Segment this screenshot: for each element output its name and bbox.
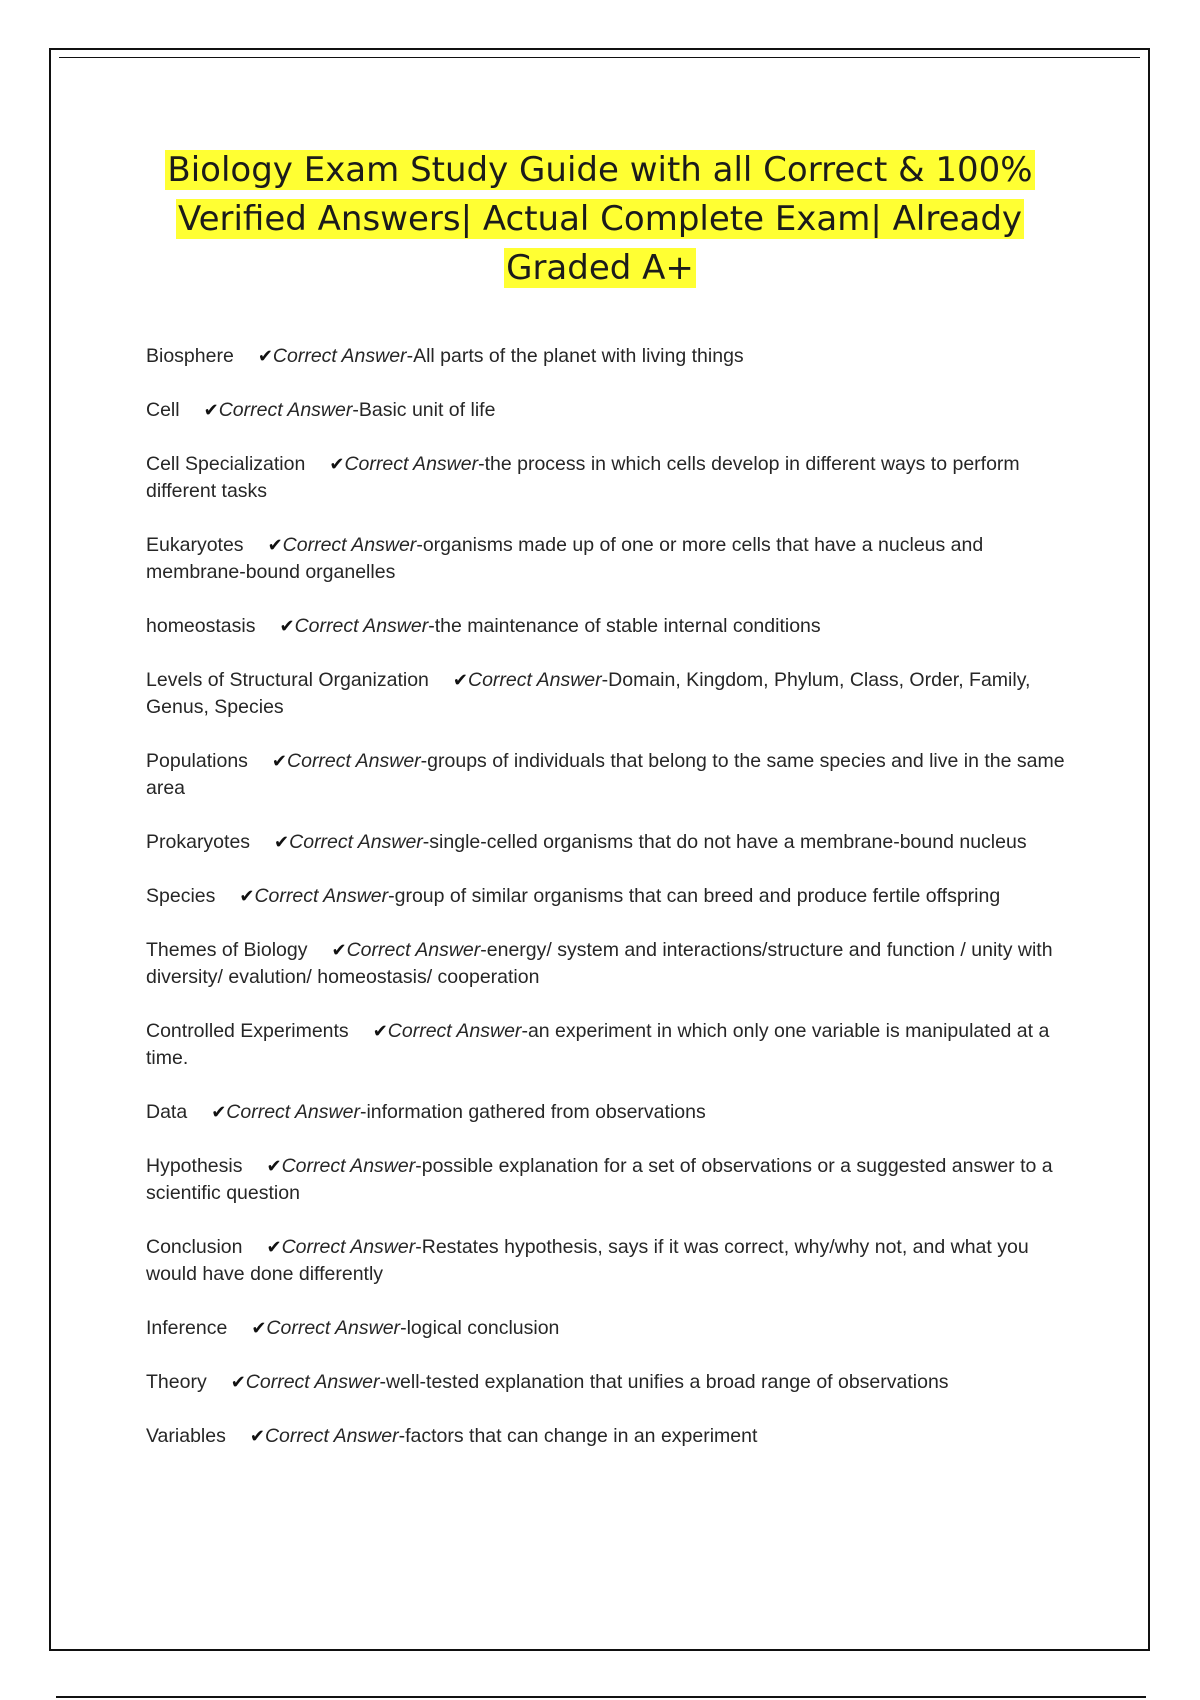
answer-separator: - (415, 1155, 422, 1177)
checkmark-icon: ✔ (249, 1426, 265, 1447)
study-entry (146, 1423, 1068, 1450)
study-entry (146, 451, 1068, 505)
correct-answer-label: Correct Answer (272, 345, 407, 367)
entry-answer: Restates hypothesis, says if it was correct, why/why not, and what you would have done differently (146, 1236, 1029, 1285)
entry-term: homeostasis (146, 615, 256, 637)
answer-separator: - (352, 399, 359, 421)
correct-answer-label: Correct Answer (281, 1155, 416, 1177)
study-entry (146, 1099, 1068, 1126)
answer-separator: - (480, 939, 487, 961)
correct-answer-label: Correct Answer (289, 831, 423, 853)
entry-term: Theory (146, 1371, 207, 1393)
study-entry (146, 1234, 1068, 1288)
study-entry (146, 613, 1068, 640)
answer-separator: - (416, 534, 423, 556)
flashcard-list (146, 343, 1068, 1477)
checkmark-icon: ✔ (271, 751, 288, 772)
checkmark-icon: ✔ (239, 886, 255, 907)
title-block (120, 146, 1080, 293)
entry-term: Cell Specialization (146, 453, 306, 475)
entry-term: Cell (146, 399, 180, 421)
entry-answer: well-tested explanation that unifies a broad range of observations (385, 1371, 949, 1393)
answer-separator: - (478, 453, 485, 475)
entry-answer: single-celled organisms that do not have a membrane-bound nucleus (429, 831, 1027, 853)
checkmark-icon: ✔ (329, 454, 345, 475)
entry-term: Hypothesis (146, 1155, 243, 1177)
checkmark-icon: ✔ (331, 940, 347, 961)
entry-answer: the process in which cells develop in different ways to perform different tasks (146, 453, 1020, 502)
correct-answer-label: Correct Answer (294, 615, 429, 637)
correct-answer-label: Correct Answer (254, 885, 389, 907)
entry-answer: possible explanation for a set of observations or a suggested answer to a scientific question (146, 1155, 1053, 1204)
entry-term: Data (146, 1101, 188, 1123)
checkmark-icon: ✔ (230, 1372, 246, 1393)
entry-term: Inference (146, 1317, 228, 1339)
study-entry (146, 1315, 1068, 1342)
study-entry (146, 343, 1068, 370)
correct-answer-label: Correct Answer (281, 1236, 416, 1258)
footer-rule (56, 1696, 1146, 1698)
answer-separator: - (422, 831, 430, 853)
answer-separator: - (601, 669, 609, 691)
correct-answer-label: Correct Answer (468, 669, 602, 691)
study-entry (146, 397, 1068, 424)
study-entry (146, 532, 1068, 586)
entry-answer: organisms made up of one or more cells that have a nucleus and membrane-bound organelles (146, 534, 984, 583)
study-entry (146, 748, 1068, 802)
answer-separator: - (406, 345, 414, 367)
study-entry (146, 1018, 1068, 1072)
entry-term: Conclusion (146, 1236, 243, 1258)
checkmark-icon: ✔ (452, 670, 468, 691)
entry-answer: energy/ system and interactions/structure and function / unity with diversity/ evalution/ homeostasis/ cooperation (146, 939, 1053, 988)
answer-separator: - (398, 1425, 406, 1447)
checkmark-icon: ✔ (257, 346, 273, 367)
correct-answer-label: Correct Answer (387, 1020, 522, 1042)
entry-answer: All parts of the planet with living things (413, 345, 744, 367)
correct-answer-label: Correct Answer (264, 1425, 399, 1447)
entry-answer: factors that can change in an experiment (405, 1425, 758, 1447)
correct-answer-label: Correct Answer (226, 1101, 360, 1123)
entry-answer: Domain, Kingdom, Phylum, Class, Order, Family, Genus, Species (146, 669, 1031, 718)
answer-separator: - (359, 1101, 367, 1123)
study-entry (146, 1369, 1068, 1396)
checkmark-icon: ✔ (266, 1237, 282, 1258)
checkmark-icon: ✔ (211, 1102, 227, 1123)
study-entry (146, 667, 1068, 721)
study-entry (146, 883, 1068, 910)
entry-answer: an experiment in which only one variable is manipulated at a time. (146, 1020, 1050, 1069)
entry-answer: groups of individuals that belong to the same species and live in the same area (146, 750, 1065, 799)
entry-term: Themes of Biology (146, 939, 308, 961)
entry-answer: Basic unit of life (358, 399, 496, 421)
correct-answer-label: Correct Answer (287, 750, 421, 772)
entry-term: Prokaryotes (146, 831, 251, 853)
study-entry (146, 829, 1068, 856)
document-title: Biology Exam Study Guide with all Correct & 100% Verified Answers| Actual Complete Exam| Already Graded A+ (167, 150, 1033, 288)
correct-answer-label: Correct Answer (218, 399, 353, 421)
entry-answer: logical conclusion (406, 1317, 560, 1339)
checkmark-icon: ✔ (203, 400, 219, 421)
entry-term: Controlled Experiments (146, 1020, 349, 1042)
answer-separator: - (521, 1020, 528, 1042)
answer-separator: - (400, 1317, 407, 1339)
checkmark-icon: ✔ (251, 1318, 267, 1339)
checkmark-icon: ✔ (279, 616, 295, 637)
correct-answer-label: Correct Answer (245, 1371, 380, 1393)
study-entry (146, 1153, 1068, 1207)
correct-answer-label: Correct Answer (344, 453, 479, 475)
correct-answer-label: Correct Answer (282, 534, 417, 556)
answer-separator: - (388, 885, 395, 907)
entry-term: Levels of Structural Organization (146, 669, 429, 691)
entry-answer: group of similar organisms that can breed and produce fertile offspring (394, 885, 1001, 907)
entry-term: Variables (146, 1425, 226, 1447)
entry-answer: information gathered from observations (366, 1101, 706, 1123)
answer-separator: - (415, 1236, 422, 1258)
entry-term: Eukaryotes (146, 534, 244, 556)
answer-separator: - (428, 615, 435, 637)
checkmark-icon: ✔ (372, 1021, 388, 1042)
checkmark-icon: ✔ (274, 832, 290, 853)
top-border-rule (59, 57, 1140, 58)
answer-separator: - (420, 750, 428, 772)
checkmark-icon: ✔ (266, 1156, 282, 1177)
study-entry (146, 937, 1068, 991)
answer-separator: - (379, 1371, 386, 1393)
entry-term: Biosphere (146, 345, 234, 367)
entry-answer: the maintenance of stable internal conditions (434, 615, 821, 637)
entry-term: Species (146, 885, 216, 907)
correct-answer-label: Correct Answer (346, 939, 481, 961)
checkmark-icon: ✔ (267, 535, 283, 556)
entry-term: Populations (146, 750, 248, 772)
correct-answer-label: Correct Answer (266, 1317, 401, 1339)
